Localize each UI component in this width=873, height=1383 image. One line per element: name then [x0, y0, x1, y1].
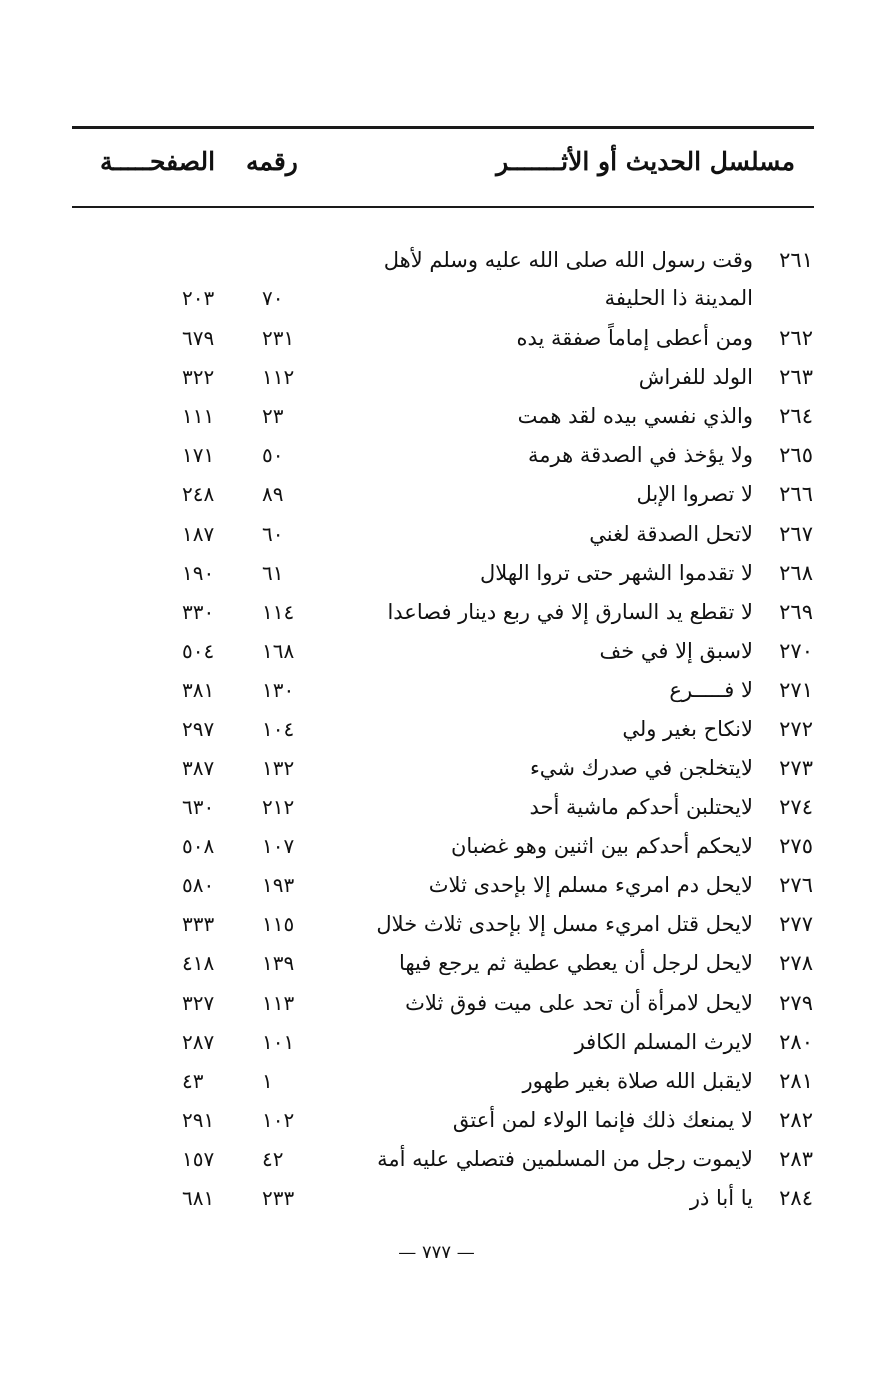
table-row [0, 476, 873, 512]
entry-text: وقت رسول الله صلى الله عليه وسلم لأهل [383, 248, 753, 272]
entry-page: ٤٣ [182, 1069, 204, 1093]
entry-ref-number: ١١٥ [262, 912, 295, 936]
entry-number: ٢٦٣ [779, 365, 813, 389]
table-row [0, 711, 873, 747]
column-header-title: مسلسل الحديث أو الأثـــــــر [496, 147, 795, 176]
entry-number: ٢٦٨ [779, 561, 813, 585]
entry-ref-number: ١١٤ [262, 600, 295, 624]
table-row [0, 359, 873, 395]
entry-text: لا تصروا الإبل [636, 482, 753, 506]
entry-ref-number: ١٦٨ [262, 639, 295, 663]
entry-text: لا فـــــرع [669, 678, 753, 702]
entry-text: لايحل دم امريء مسلم إلا بإحدى ثلاث [428, 873, 753, 897]
entry-text: لاسبق إلا في خف [599, 639, 753, 663]
column-header-page: الصفحـــــة [100, 147, 216, 176]
entry-page: ٢٩٧ [182, 717, 215, 741]
table-row [0, 594, 873, 630]
table-row [0, 867, 873, 903]
table-row [0, 985, 873, 1021]
entry-page: ٣٢٧ [182, 991, 215, 1015]
entry-page: ١٧١ [182, 443, 215, 467]
table-row [0, 1024, 873, 1060]
entry-page [182, 242, 222, 278]
entry-ref-number: ٦١ [262, 561, 284, 585]
entry-ref-number [262, 242, 302, 278]
table-row [0, 1063, 873, 1099]
entry-ref-number: ١٠٤ [262, 717, 295, 741]
entry-ref-number: ١٣٢ [262, 756, 295, 780]
entry-ref-number: ١٣٠ [262, 678, 295, 702]
entry-number: ٢٦٤ [779, 404, 813, 428]
entry-page: ٦٧٩ [182, 326, 215, 350]
entry-text: ولا يؤخذ في الصدقة هرمة [528, 443, 753, 467]
entry-number: ٢٦٥ [779, 443, 813, 467]
entry-ref-number: ٤٢ [262, 1147, 284, 1171]
entry-ref-number: ١ [262, 1069, 273, 1093]
entry-number: ٢٦٧ [779, 522, 813, 546]
table-row [0, 437, 873, 473]
table-row [0, 398, 873, 434]
table-row [0, 555, 873, 591]
table-row [0, 516, 873, 552]
entry-text: لا تقدموا الشهر حتى تروا الهلال [480, 561, 753, 585]
entry-number: ٢٧٢ [779, 717, 813, 741]
entry-number: ٢٧٦ [779, 873, 813, 897]
column-header-number: رقمه [246, 147, 298, 176]
entry-number: ٢٧٩ [779, 991, 813, 1015]
entry-number [761, 280, 813, 316]
entry-text: يا أبا ذر [689, 1186, 753, 1210]
entry-text: لا يمنعك ذلك فإنما الولاء لمن أعتق [452, 1108, 753, 1132]
entry-text: ومن أعطى إماماً صفقة يده [516, 326, 753, 350]
entry-ref-number: ١١٣ [262, 991, 295, 1015]
entry-page: ٥٨٠ [182, 873, 215, 897]
header-rule [72, 206, 814, 208]
entry-text: لايرث المسلم الكافر [574, 1030, 753, 1054]
entry-page: ٣٣٠ [182, 600, 215, 624]
entry-text: لايقبل الله صلاة بغير طهور [522, 1069, 753, 1093]
entry-number: ٢٨٣ [779, 1147, 813, 1171]
table-row [0, 789, 873, 825]
entry-text: لايتخلجن في صدرك شيء [529, 756, 753, 780]
entry-text: لايحل قتل امريء مسل إلا بإحدى ثلاث خلال [376, 912, 753, 936]
entry-number: ٢٨٠ [779, 1030, 813, 1054]
entry-ref-number: ٧٠ [262, 286, 284, 310]
entry-text: لا تقطع يد السارق إلا في ربع دينار فصاعدا [387, 600, 753, 624]
entry-number: ٢٦٢ [779, 326, 813, 350]
entry-number: ٢٧٤ [779, 795, 813, 819]
table-row [0, 945, 873, 981]
table-row [0, 320, 873, 356]
entry-number: ٢٦٩ [779, 600, 813, 624]
entry-number: ٢٧٣ [779, 756, 813, 780]
entry-number: ٢٨٢ [779, 1108, 813, 1132]
table-row [0, 1141, 873, 1177]
entry-ref-number: ١١٢ [262, 365, 295, 389]
entry-number: ٢٧٧ [779, 912, 813, 936]
entry-number: ٢٨٤ [779, 1186, 813, 1210]
table-row [0, 1180, 873, 1216]
entry-number: ٢٧٠ [779, 639, 813, 663]
page-number: — ٧٧٧ — [398, 1242, 475, 1263]
entry-number: ٢٨١ [779, 1069, 813, 1093]
table-row [0, 750, 873, 786]
entry-ref-number: ٢١٢ [262, 795, 295, 819]
entry-page: ١٩٠ [182, 561, 215, 585]
entry-page: ٢٨٧ [182, 1030, 215, 1054]
entry-page: ٣٨٧ [182, 756, 215, 780]
table-row [0, 906, 873, 942]
entry-text: الولد للفراش [638, 365, 753, 389]
entry-ref-number: ١٣٩ [262, 951, 295, 975]
entry-ref-number: ٢٣ [262, 404, 284, 428]
entry-number: ٢٦٦ [779, 482, 813, 506]
entry-number: ٢٧٥ [779, 834, 813, 858]
entry-number: ٢٧٨ [779, 951, 813, 975]
entry-ref-number: ٢٣١ [262, 326, 295, 350]
table-row [0, 242, 873, 278]
entry-ref-number: ١٠٢ [262, 1108, 295, 1132]
entry-page: ٤١٨ [182, 951, 215, 975]
table-row [0, 672, 873, 708]
entry-text: لاتحل الصدقة لغني [589, 522, 753, 546]
entry-text: المدينة ذا الحليفة [604, 286, 753, 310]
table-row [0, 1102, 873, 1138]
entry-page: ٣٢٢ [182, 365, 215, 389]
entry-page: ٦٣٠ [182, 795, 215, 819]
table-row [0, 633, 873, 669]
entry-text: لايحل لرجل أن يعطي عطية ثم يرجع فيها [398, 951, 753, 975]
entry-page: ٢٠٣ [182, 286, 215, 310]
entry-page: ٢٤٨ [182, 482, 215, 506]
entry-text: لايموت رجل من المسلمين فتصلي عليه أمة [377, 1147, 753, 1171]
entry-text: والذي نفسي بيده لقد همت [517, 404, 753, 428]
entry-page: ٥٠٨ [182, 834, 215, 858]
entry-page: ٢٩١ [182, 1108, 215, 1132]
entry-ref-number: ٨٩ [262, 482, 284, 506]
entry-number: ٢٦١ [779, 248, 813, 272]
top-rule [72, 126, 814, 129]
entry-ref-number: ١٠٧ [262, 834, 295, 858]
entry-ref-number: ٢٣٣ [262, 1186, 295, 1210]
entry-ref-number: ١٩٣ [262, 873, 295, 897]
entry-number: ٢٧١ [779, 678, 813, 702]
entry-text: لايحتلبن أحدكم ماشية أحد [529, 795, 753, 819]
entry-page: ١٥٧ [182, 1147, 215, 1171]
entry-page: ١١١ [182, 404, 215, 428]
entry-ref-number: ١٠١ [262, 1030, 295, 1054]
table-row [0, 280, 873, 316]
entry-ref-number: ٦٠ [262, 522, 284, 546]
entry-ref-number: ٥٠ [262, 443, 284, 467]
entry-text: لانكاح بغير ولي [622, 717, 753, 741]
entry-page: ٥٠٤ [182, 639, 215, 663]
entry-page: ١٨٧ [182, 522, 215, 546]
entry-page: ٦٨١ [182, 1186, 215, 1210]
table-row [0, 828, 873, 864]
entry-text: لايحكم أحدكم بين اثنين وهو غضبان [450, 834, 753, 858]
entry-page: ٣٨١ [182, 678, 215, 702]
entry-page: ٣٣٣ [182, 912, 215, 936]
entry-text: لايحل لامرأة أن تحد على ميت فوق ثلاث [405, 991, 753, 1015]
